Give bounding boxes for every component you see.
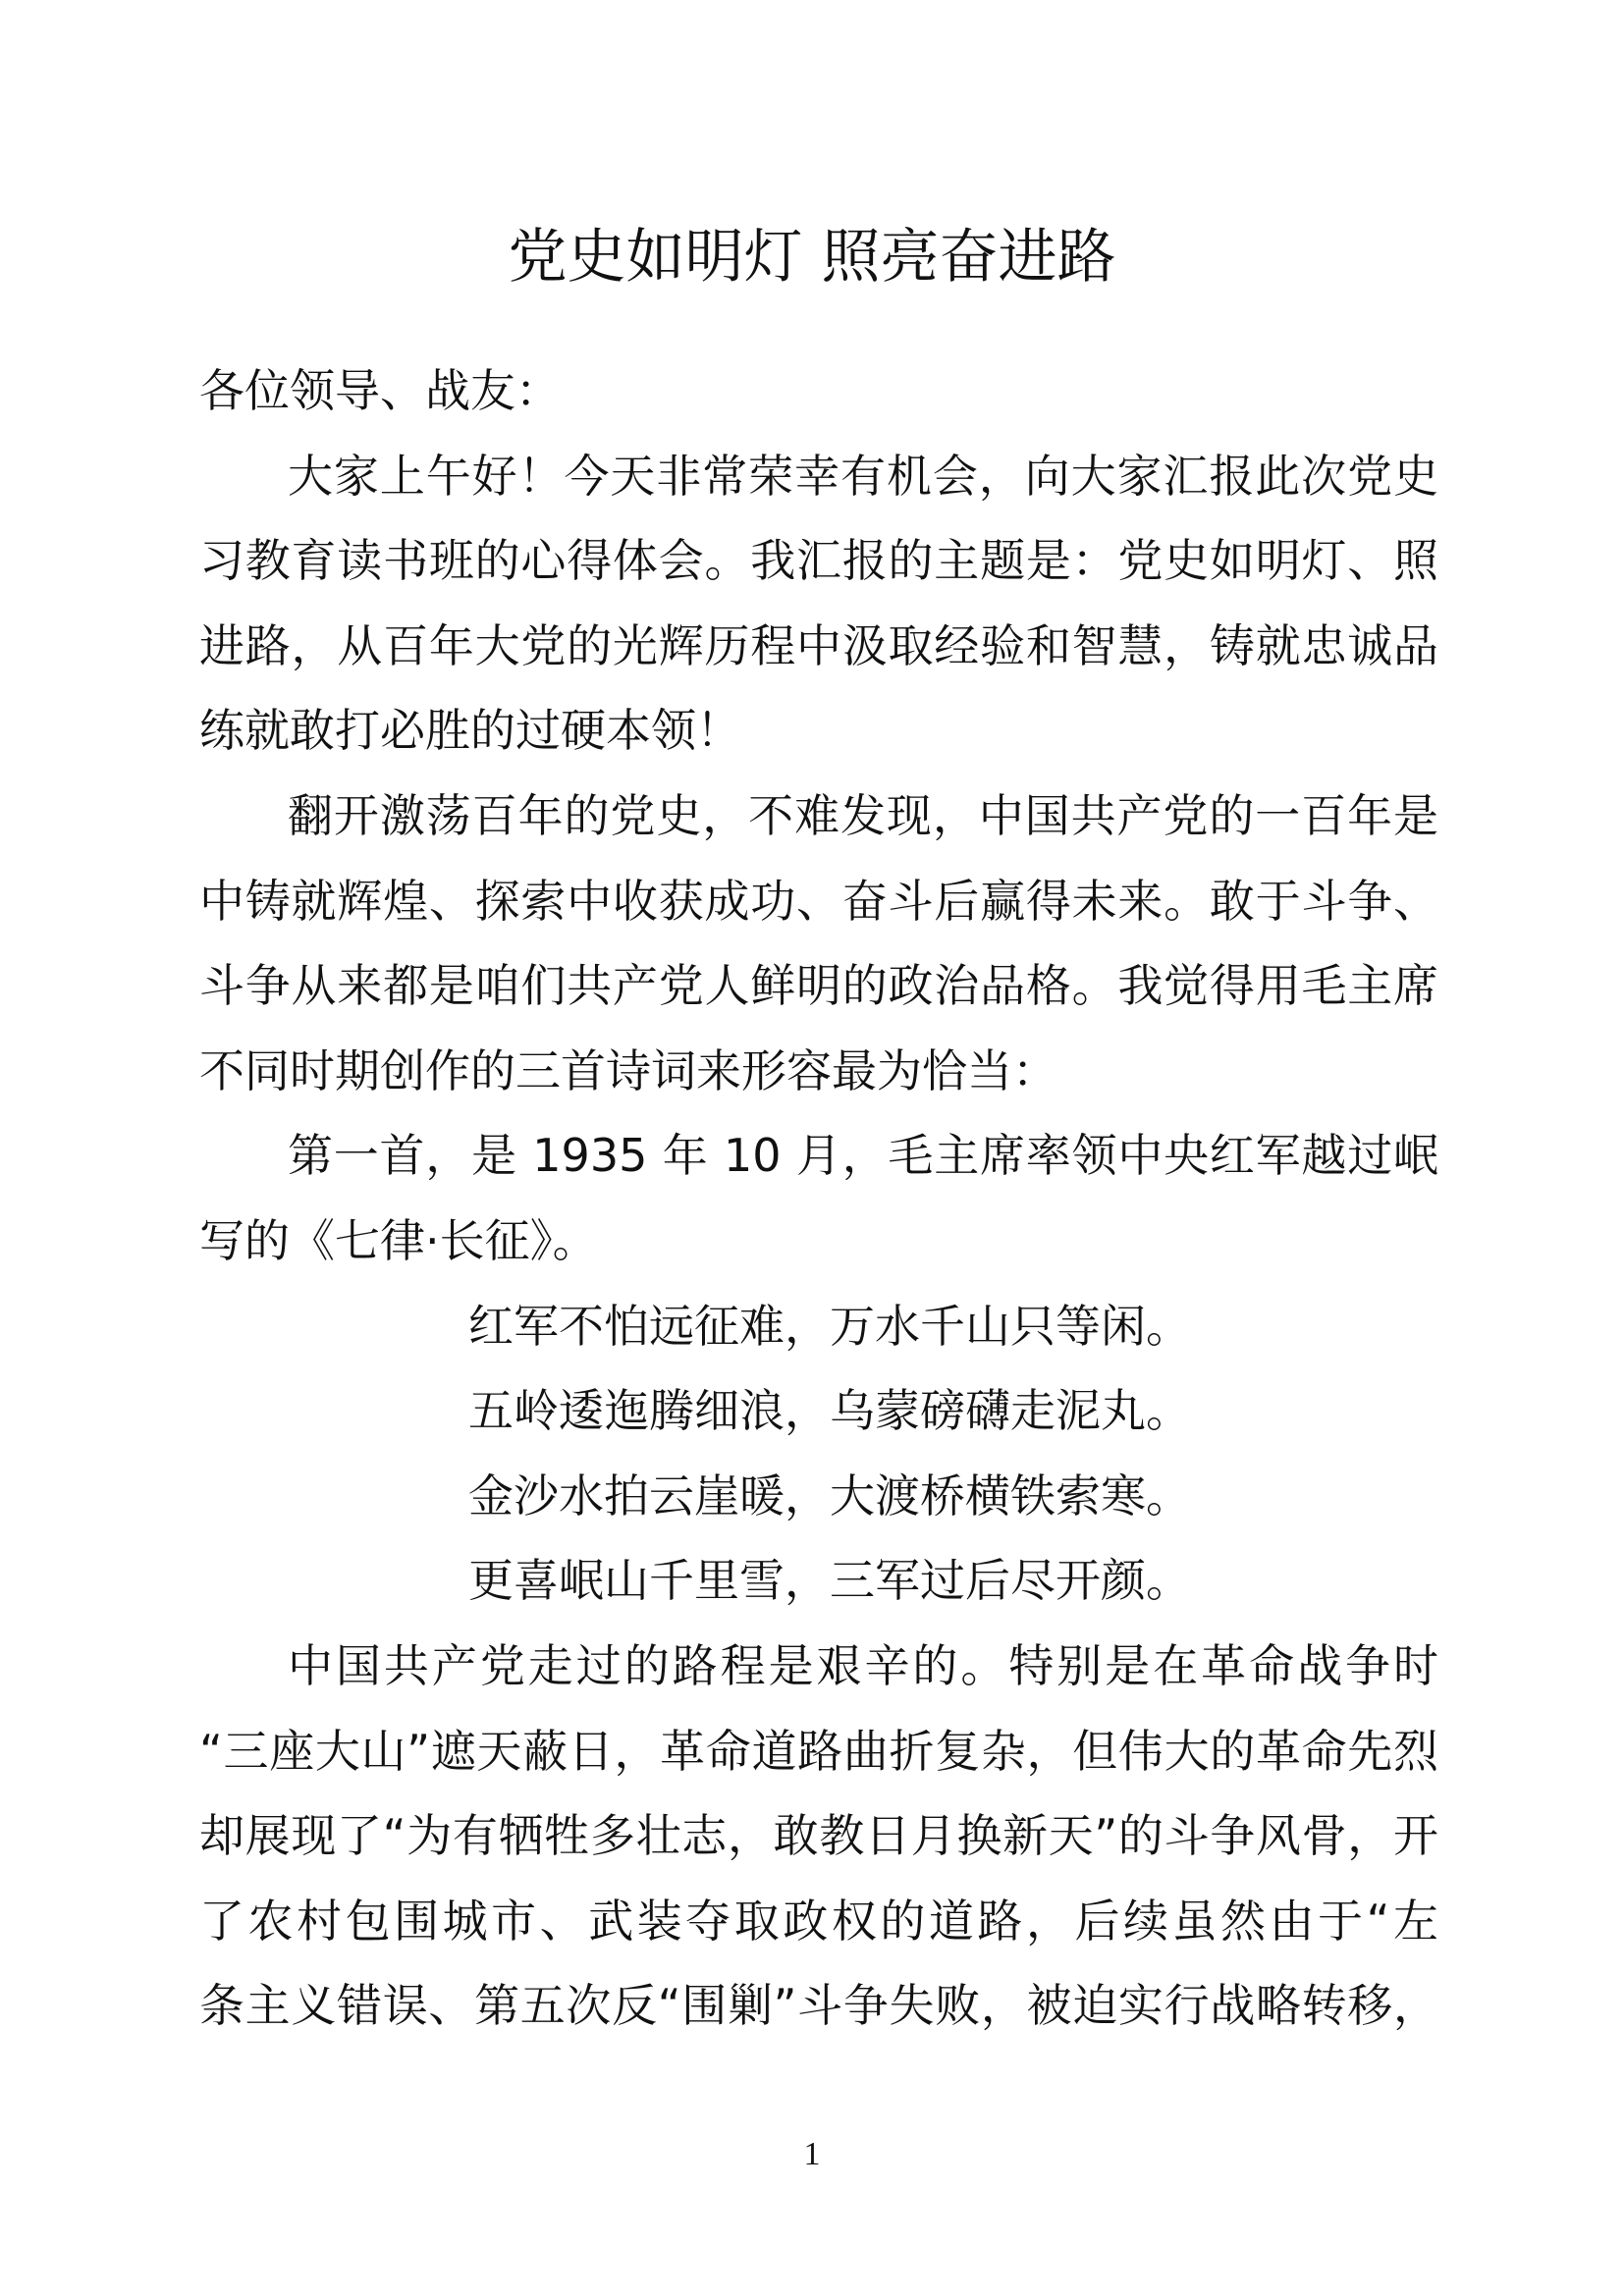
text-line: 大家上午好！今天非常荣幸有机会，向大家汇报此次党史 bbox=[288, 449, 1438, 503]
text-line: 习教育读书班的心得体会。我汇报的主题是：党史如明灯、照 bbox=[199, 534, 1438, 588]
poem-line: 更喜岷山千里雪，三军过后尽开颜。 bbox=[468, 1554, 1191, 1608]
text-line: 练就敢打必胜的过硬本领！ bbox=[199, 704, 741, 758]
text-line: 中国共产党走过的路程是艰辛的。特别是在革命战争时 bbox=[288, 1638, 1438, 1692]
text-line: 翻开激荡百年的党史，不难发现，中国共产党的一百年是 bbox=[288, 788, 1438, 842]
document-body bbox=[199, 348, 1438, 2049]
text-line: 条主义错误、第五次反“围剿”斗争失败，被迫实行战略转移， bbox=[199, 1979, 1438, 2033]
text-line: 中铸就辉煌、探索中收获成功、奋斗后赢得未来。敢于斗争、 bbox=[199, 874, 1438, 928]
poem-line: 五岭逶迤腾细浪，乌蒙磅礴走泥丸。 bbox=[468, 1384, 1191, 1438]
page-number: 1 bbox=[803, 2136, 821, 2172]
text-line: 不同时期创作的三首诗词来形容最为恰当： bbox=[199, 1043, 1057, 1097]
text-line: 了农村包围城市、武装夺取政权的道路，后续虽然由于“左 bbox=[199, 1894, 1438, 1948]
text-line: 写的《七律·长征》。 bbox=[199, 1213, 598, 1267]
text-line: 各位领导、战友： bbox=[199, 364, 561, 417]
text-line: “三座大山”遮天蔽日，革命道路曲折复杂，但伟大的革命先烈 bbox=[199, 1724, 1438, 1778]
poem-line: 金沙水拍云崖暖，大渡桥横铁索寒。 bbox=[468, 1468, 1191, 1522]
text-line: 却展现了“为有牺牲多壮志，敢教日月换新天”的斗争风骨，开 bbox=[199, 1809, 1438, 1863]
poem-line: 红军不怕远征难，万水千山只等闲。 bbox=[468, 1299, 1191, 1353]
text-line: 斗争从来都是咱们共产党人鲜明的政治品格。我觉得用毛主席 bbox=[199, 959, 1438, 1013]
text-line: 第一首，是 1935 年 10 月，毛主席率领中央红军越过岷 bbox=[288, 1129, 1438, 1183]
document-title: 党史如明灯 照亮奋进路 bbox=[508, 223, 1116, 292]
text-line: 进路，从百年大党的光辉历程中汲取经验和智慧，铸就忠诚品 bbox=[199, 618, 1438, 672]
